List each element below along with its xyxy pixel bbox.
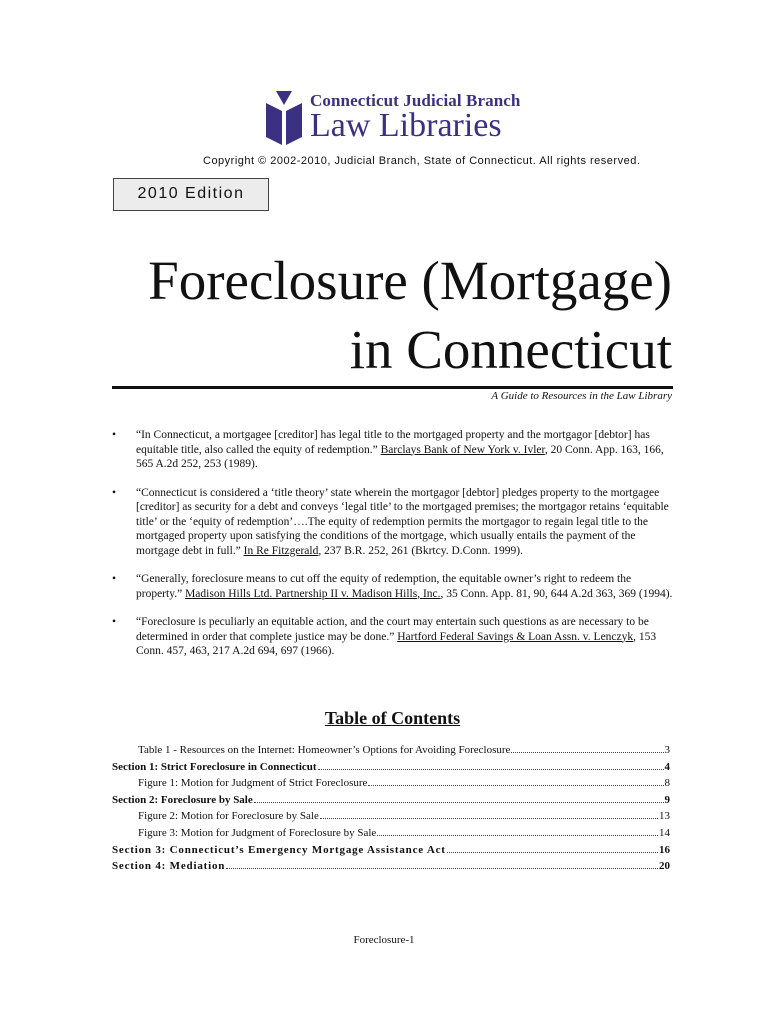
toc-entry-label: Table 1 - Resources on the Internet: Homeowner’s Options for Avoiding Foreclosure (138, 744, 511, 756)
toc-entry[interactable] (112, 761, 670, 778)
quote-item (112, 486, 674, 559)
toc-leader (254, 802, 664, 803)
edition-badge: 2010 Edition (113, 178, 269, 211)
table-of-contents (112, 744, 670, 877)
toc-entry-label: Section 3: Connecticut’s Emergency Mortgage Assistance Act (112, 843, 446, 856)
toc-page-number: 16 (659, 843, 670, 856)
toc-entry-label: Section 4: Mediation (112, 860, 226, 873)
quote-list (112, 428, 674, 673)
toc-leader (377, 835, 658, 836)
toc-page-number: 13 (659, 810, 670, 823)
bullet-icon: • (112, 573, 117, 585)
toc-page-number: 4 (664, 760, 670, 773)
quote-text: “Foreclosure is peculiarly an equitable action, and the court may entertain such questions as are necessary to be determined in order that complete justice may be done.” (136, 616, 649, 643)
quote-text: “Connecticut is considered a ‘title theory’ state wherein the mortgagor [debtor] pledges property to the mortgagee [creditor] as security for a debt and conveys ‘legal title’ to the mortgaged premises; the mortgagor retains ‘equitable title’ or the ‘equity of redemption’….The equity of redemption permits the mortgagor to regain legal title to the mortgaged property upon satisfying the conditions of the mortgage, which usually entails the payment of the mortgage debt in full.” (136, 486, 669, 557)
toc-leader (447, 852, 658, 853)
logo-organization: Connecticut Judicial Branch (310, 91, 521, 110)
case-citation: , 237 B.R. 252, 261 (Bkrtcy. D.Conn. 1999). (318, 544, 524, 557)
toc-leader (320, 818, 658, 819)
page-footer: Foreclosure-1 (353, 934, 415, 946)
title-line-1: Foreclosure (Mortgage) (148, 250, 672, 311)
toc-entry[interactable] (112, 827, 670, 844)
quote-item (112, 428, 674, 472)
toc-page-number: 9 (664, 793, 670, 806)
case-name-link: Barclays Bank of New York v. Ivler (380, 443, 545, 456)
case-citation: , 35 Conn. App. 81, 90, 644 A.2d 363, 369 (1994). (440, 587, 673, 600)
toc-entry[interactable] (112, 777, 670, 794)
toc-entry-label: Figure 2: Motion for Foreclosure by Sale (138, 810, 319, 823)
toc-entry[interactable] (112, 794, 670, 811)
toc-leader (226, 868, 658, 869)
book-shield-icon (266, 91, 302, 145)
case-citation: , 153 Conn. 457, 463, 217 A.2d 694, 697 (1966). (136, 630, 657, 657)
toc-entry-label: Section 1: Strict Foreclosure in Connecticut (112, 760, 317, 773)
toc-page-number: 3 (664, 744, 670, 756)
title-line-2: in Connecticut (349, 319, 672, 380)
toc-heading: Table of Contents (324, 708, 461, 728)
toc-entry-label: Figure 3: Motion for Judgment of Foreclosure by Sale (138, 826, 377, 839)
toc-page-number: 8 (664, 777, 670, 790)
quote-text: “In Connecticut, a mortgagee [creditor] has legal title to the mortgaged property and the mortgagor [debtor] has equitable title, also called the equity of redemption.” (136, 429, 650, 456)
toc-entry[interactable] (112, 810, 670, 827)
case-name-link: Madison Hills Ltd. Partnership II v. Madison Hills, Inc. (185, 587, 441, 600)
copyright-notice: Copyright © 2002-2010, Judicial Branch, State of Connecticut. All rights reserved. (203, 155, 641, 167)
law-libraries-logo (266, 91, 526, 147)
toc-entry[interactable] (112, 860, 670, 877)
case-name-link: Hartford Federal Savings & Loan Assn. v. Lenczyk (397, 630, 634, 643)
toc-entry[interactable] (112, 744, 670, 761)
logo-name: Law Libraries (310, 107, 502, 144)
toc-entry-label: Section 2: Foreclosure by Sale (112, 793, 253, 806)
toc-page-number: 14 (659, 826, 670, 839)
toc-entry-label: Figure 1: Motion for Judgment of Strict Foreclosure (138, 777, 368, 790)
bullet-icon: • (112, 486, 117, 499)
quote-item (112, 572, 674, 601)
page-title (148, 246, 672, 384)
quote-text: “Generally, foreclosure means to cut off the equity of redemption, the equitable owner’s right to redeem the property.” (136, 573, 632, 600)
toc-entry[interactable] (112, 844, 670, 861)
case-name-link: In Re Fitzgerald (243, 544, 319, 557)
quote-item (112, 615, 674, 659)
subtitle: A Guide to Resources in the Law Library (491, 390, 672, 402)
toc-page-number: 20 (659, 860, 670, 873)
toc-leader (511, 752, 663, 753)
title-rule (112, 386, 673, 389)
bullet-icon: • (112, 429, 117, 441)
toc-leader (318, 769, 664, 770)
bullet-icon: • (112, 616, 117, 628)
toc-leader (368, 785, 663, 786)
case-citation: , 20 Conn. App. 163, 166, 565 A.2d 252, 253 (1989). (136, 443, 664, 470)
